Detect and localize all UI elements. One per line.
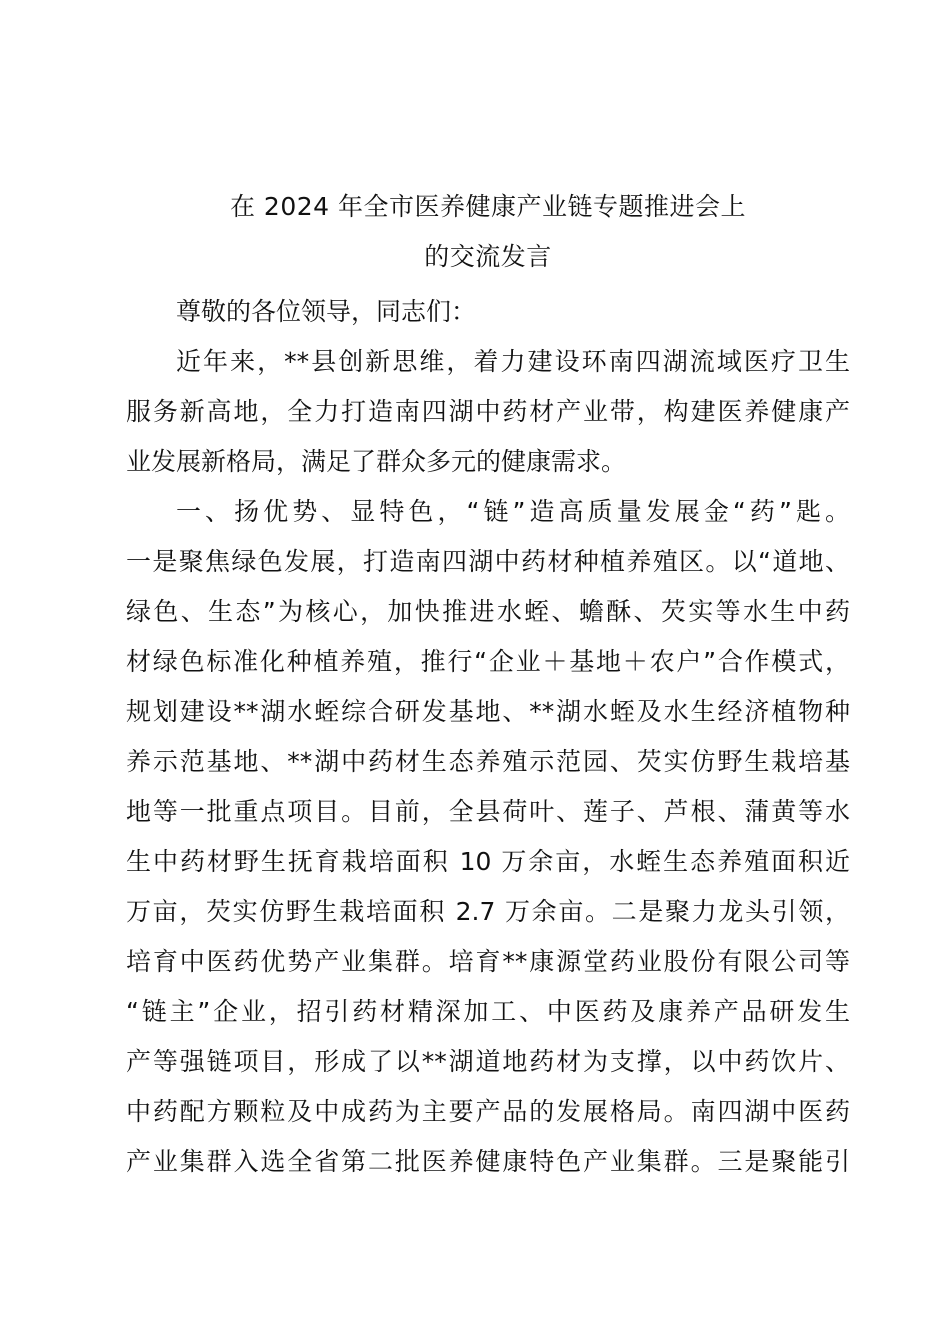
text-line: “链主”企业，招引药材精深加工、中医药及康养产品研发生	[126, 997, 850, 1026]
text-line: 绿色、生态”为核心，加快推进水蛭、蟾酥、芡实等水生中药	[126, 597, 850, 626]
text-line: 规划建设**湖水蛭综合研发基地、**湖水蛭及水生经济植物种	[126, 697, 850, 726]
title-line-1: 在 2024 年全市医养健康产业链专题推进会上	[229, 192, 747, 221]
text-line: 一是聚焦绿色发展，打造南四湖中药材种植养殖区。以“道地、	[126, 547, 850, 576]
text-line: 培育中医药优势产业集群。培育**康源堂药业股份有限公司等	[126, 947, 850, 976]
section-heading-line: 一、扬优势、显特色，“链”造高质量发展金“药”匙。	[176, 497, 850, 526]
paragraph-section-1	[126, 487, 850, 1187]
paragraph-intro	[126, 337, 850, 487]
document-title	[126, 182, 850, 282]
text-line: 产业集群入选全省第二批医养健康特色产业集群。三是聚能引	[126, 1147, 850, 1176]
text-line: 材绿色标准化种植养殖，推行“企业＋基地＋农户”合作模式，	[126, 647, 850, 676]
text-line: 产等强链项目，形成了以**湖道地药材为支撑，以中药饮片、	[126, 1047, 850, 1076]
text-line: 养示范基地、**湖中药材生态养殖示范园、芡实仿野生栽培基	[126, 747, 850, 776]
text-line: 生中药材野生抚育栽培面积 10 万余亩，水蛭生态养殖面积近	[126, 847, 850, 876]
text-line: 地等一批重点项目。目前，全县荷叶、莲子、芦根、蒲黄等水	[126, 797, 850, 826]
document-page	[126, 182, 850, 1187]
text-line: 业发展新格局，满足了群众多元的健康需求。	[126, 447, 627, 476]
text-line: 万亩，芡实仿野生栽培面积 2.7 万余亩。二是聚力龙头引领，	[126, 897, 850, 926]
text-line: 中药配方颗粒及中成药为主要产品的发展格局。南四湖中医药	[126, 1097, 850, 1126]
text-line: 服务新高地，全力打造南四湖中药材产业带，构建医养健康产	[126, 397, 850, 426]
salutation: 尊敬的各位领导，同志们：	[176, 297, 477, 326]
title-line-2: 的交流发言	[424, 242, 552, 271]
text-line: 近年来，**县创新思维，着力建设环南四湖流域医疗卫生	[176, 347, 850, 376]
document-body	[126, 287, 850, 1187]
